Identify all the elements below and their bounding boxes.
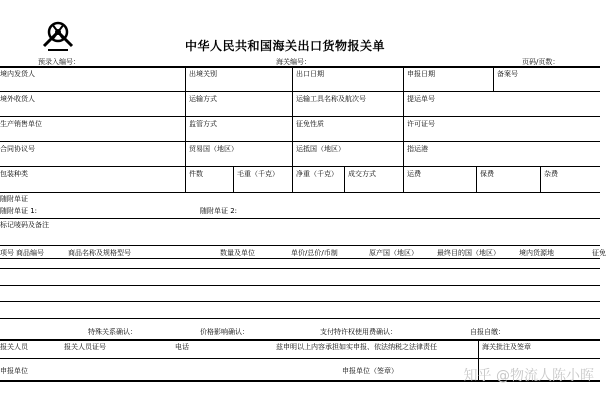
row-divider <box>0 218 600 219</box>
declaration-date-label: 申报日期 <box>407 70 435 78</box>
attached-doc2-label: 随附单证 2: <box>200 207 238 215</box>
net-weight-label: 净重（千克） <box>296 170 338 178</box>
phone-label: 电话 <box>175 343 189 351</box>
col-divider <box>344 166 345 192</box>
record-number-label: 备案号 <box>497 70 518 78</box>
page-number-label: 页码/页数： <box>522 58 560 66</box>
col-divider <box>476 166 477 192</box>
trading-country-label: 贸易国（地区） <box>189 145 238 153</box>
transport-mode-label: 运输方式 <box>189 95 217 103</box>
royalty-confirm: 支付特许权使用费确认： <box>320 328 397 336</box>
package-count-label: 件数 <box>189 170 203 178</box>
bill-of-lading-label: 提运单号 <box>407 95 435 103</box>
self-declare-confirm: 自报自缴： <box>470 328 505 336</box>
vessel-voyage-label: 运输工具名称及航次号 <box>296 95 366 103</box>
row-divider <box>0 245 600 246</box>
supervision-mode-label: 监管方式 <box>189 120 217 128</box>
row-divider <box>0 141 600 142</box>
col-divider <box>493 66 494 91</box>
quantity-unit-header: 数量及单位 <box>220 249 255 257</box>
insurance-label: 保费 <box>480 170 494 178</box>
goods-row-line <box>0 285 600 286</box>
row-divider <box>0 166 600 167</box>
destination-port-label: 指运港 <box>407 145 428 153</box>
contract-number-label: 合同协议号 <box>0 145 35 153</box>
overseas-consignee-label: 境外收货人 <box>0 95 35 103</box>
goods-row-line <box>0 268 600 269</box>
footer-divider <box>0 358 600 359</box>
preentry-number-label: 预录入编号： <box>38 58 80 66</box>
exemption-nature-label: 征免性质 <box>296 120 324 128</box>
domestic-consignor-label: 境内发货人 <box>0 70 35 78</box>
table-top-border <box>0 66 600 68</box>
freight-label: 运费 <box>407 170 421 178</box>
domestic-source-header: 境内货源地 <box>519 249 554 257</box>
legal-statement: 兹申明以上内容承担如实申报、依法纳税之法律责任 <box>276 343 437 351</box>
row-divider <box>0 258 600 259</box>
zhihu-watermark: 知乎 @物流人陈小晖 <box>463 368 594 384</box>
hs-code-header: 商品编号 <box>16 249 44 257</box>
gross-weight-label: 毛重（千克） <box>237 170 279 178</box>
declarer-label: 报关人员 <box>0 343 28 351</box>
price-currency-header: 单价/总价/币制 <box>291 249 338 257</box>
destination-country-label: 运抵国（地区） <box>296 145 345 153</box>
customs-number-label: 海关编号： <box>276 58 311 66</box>
document-title: 中华人民共和国海关出口货物报关单 <box>185 39 386 53</box>
misc-charges-label: 杂费 <box>544 170 558 178</box>
exemption-header: 征免 <box>592 249 606 257</box>
attached-doc1-label: 随附单证 1: <box>0 207 38 215</box>
row-divider <box>0 91 600 92</box>
package-type-label: 包装种类 <box>0 170 28 178</box>
footer-top-border <box>0 339 600 341</box>
col-divider <box>540 166 541 192</box>
col-divider <box>233 166 234 192</box>
producer-seller-label: 生产销售单位 <box>0 120 42 128</box>
special-relation-confirm: 特殊关系确认： <box>88 328 137 336</box>
attached-docs-label: 随附单证 <box>0 195 28 203</box>
col-divider <box>403 66 404 192</box>
final-destination-header: 最终目的国（地区） <box>437 249 500 257</box>
exit-port-label: 出境关别 <box>189 70 217 78</box>
declare-unit-seal-label: 申报单位（签章） <box>342 367 398 375</box>
goods-row-line <box>0 318 600 319</box>
transaction-mode-label: 成交方式 <box>348 170 376 178</box>
col-divider <box>292 66 293 192</box>
row-divider <box>0 116 600 117</box>
item-number-header: 项号 <box>0 249 14 257</box>
goods-row-line <box>0 301 600 302</box>
declarer-cert-label: 报关人员证号 <box>64 343 106 351</box>
customs-remarks-label: 海关批注及签章 <box>482 343 531 351</box>
marks-remarks-label: 标记唛码及备注 <box>0 221 49 229</box>
col-divider <box>185 66 186 192</box>
export-date-label: 出口日期 <box>296 70 324 78</box>
goods-name-header: 商品名称及规格型号 <box>68 249 131 257</box>
declare-unit-label: 申报单位 <box>0 367 28 375</box>
price-impact-confirm: 价格影响确认： <box>200 328 249 336</box>
customs-emblem-logo <box>38 16 78 56</box>
license-number-label: 许可证号 <box>407 120 435 128</box>
row-divider <box>0 192 600 193</box>
origin-country-header: 原产国（地区） <box>369 249 418 257</box>
